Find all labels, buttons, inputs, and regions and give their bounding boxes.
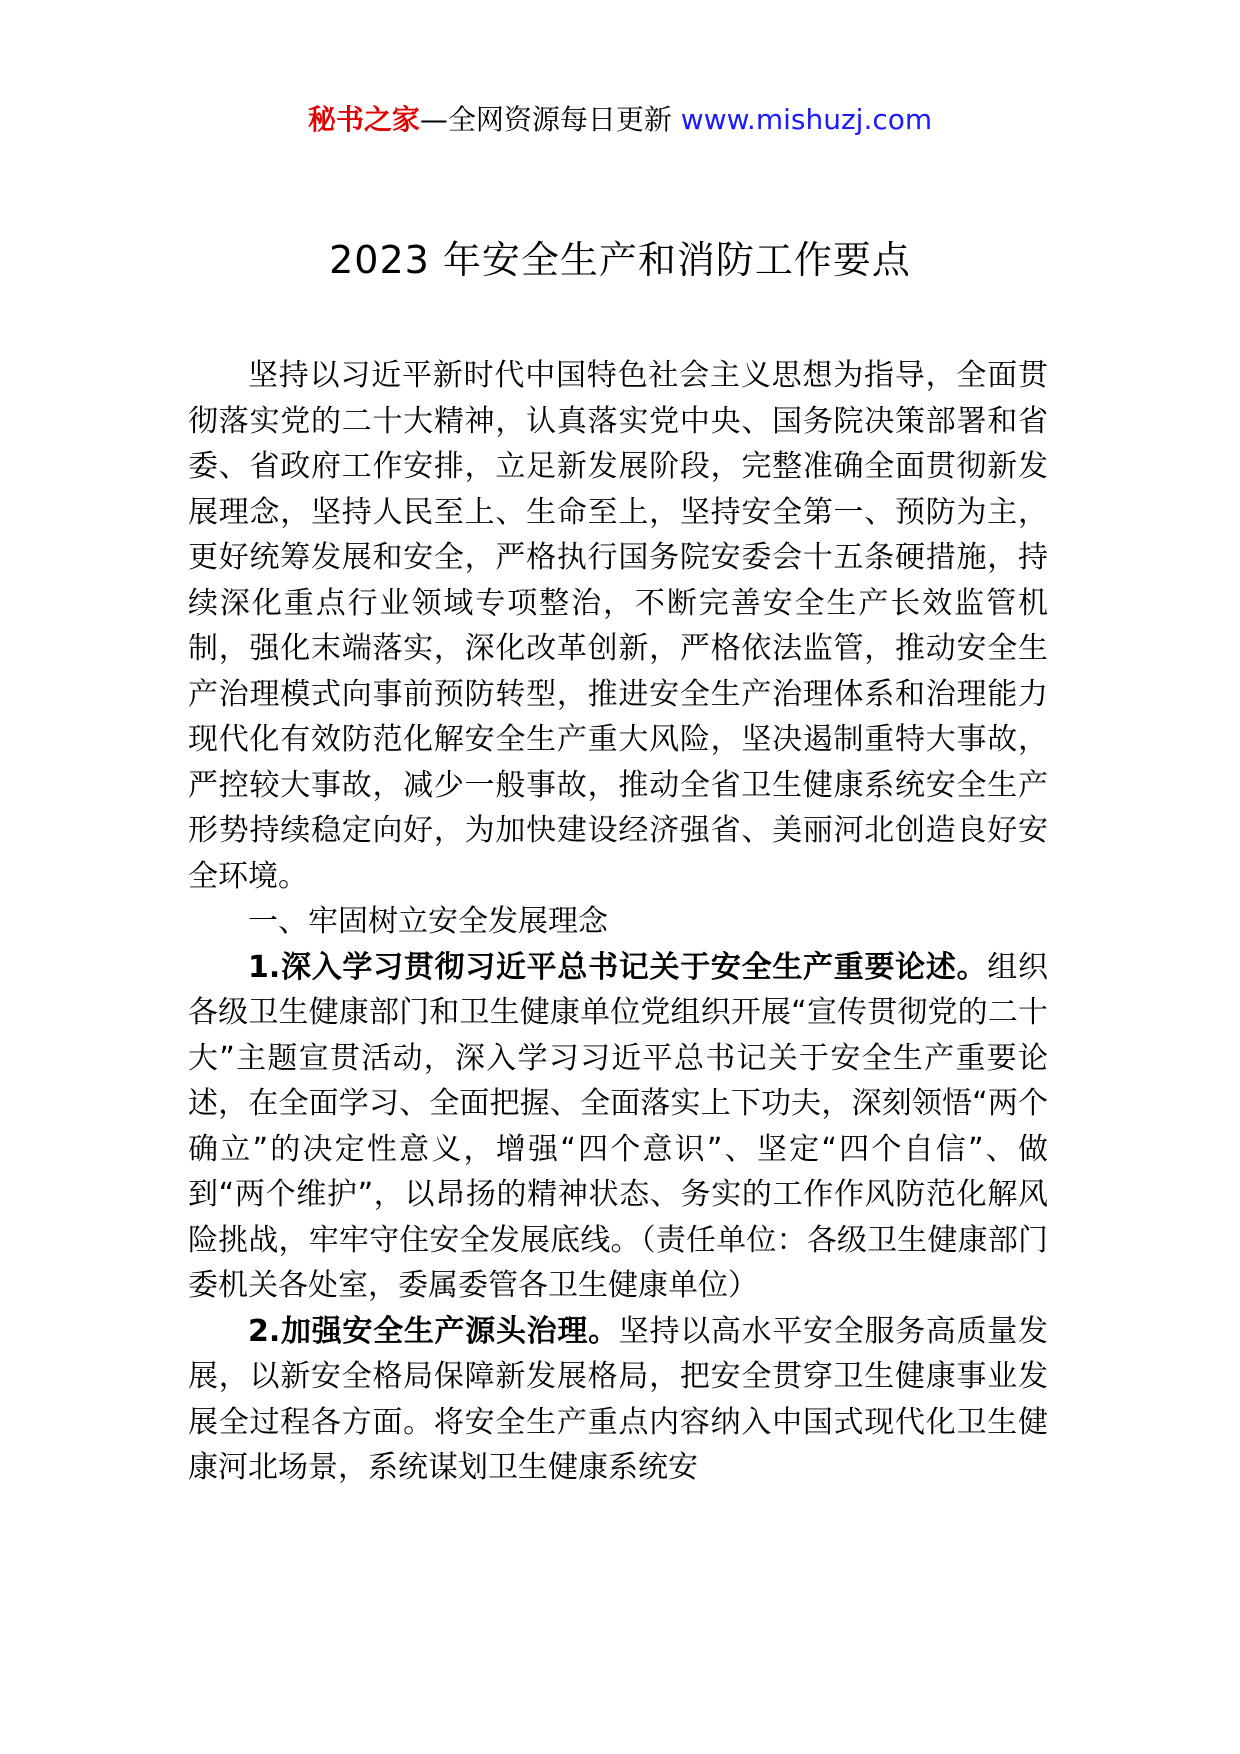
site-tagline: —全网资源每日更新: [419, 103, 672, 136]
item-paragraph: [188, 1309, 1048, 1491]
section-heading: 一、牢固树立安全发展理念: [248, 904, 608, 939]
intro-paragraph: 坚持以习近平新时代中国特色社会主义思想为指导，全面贯彻落实党的二十大精神，认真落实党中央、国务院决策部署和省委、省政府工作安排，立足新发展阶段，完整准确全面贯彻新发展理念，坚持人民至上、生命至上，坚持安全第一、预防为主，更好统筹发展和安全，严格执行国务院安委会十五条硬措施，持续深化重点行业领域专项整治，不断完善安全生产长效监管机制，强化末端落实，深化改革创新，严格依法监管，推动安全生产治理模式向事前预防转型，推进安全生产治理体系和治理能力现代化有效防范化解安全生产重大风险，坚决遏制重特大事故，严控较大事故，减少一般事故，推动全省卫生健康系统安全生产形势持续稳定向好，为加快建设经济强省、美丽河北创造良好安全环境。: [188, 358, 1048, 894]
site-header: [0, 100, 1240, 140]
document-title: 2023 年安全生产和消防工作要点: [329, 238, 911, 282]
site-url-link[interactable]: www.mishuzj.com: [680, 103, 933, 136]
item-paragraph: [188, 945, 1048, 1309]
document-body: [188, 353, 1048, 1491]
site-brand: 秘书之家: [307, 103, 420, 136]
item-title: 1.深入学习贯彻习近平总书记关于安全生产重要论述。: [248, 949, 988, 985]
item-body: 坚持以高水平安全服务高质量发展，以新安全格局保障新发展格局，把安全贯穿卫生健康事业发展全过程各方面。将安全生产重点内容纳入中国式现代化卫生健康河北场景，系统谋划卫生健康系统安: [188, 1313, 1048, 1485]
item-body: 组织各级卫生健康部门和卫生健康单位党组织开展“宣传贯彻党的二十大”主题宣贯活动，深入学习习近平总书记关于安全生产重要论述，在全面学习、全面把握、全面落实上下功夫，深刻领悟“两个确立”的决定性意义，增强“四个意识”、坚定“四个自信”、做到“两个维护”，以昂扬的精神状态、务实的工作作风防范化解风险挑战，牢牢守住安全发展底线。（责任单位：各级卫生健康部门委机关各处室，委属委管各卫生健康单位）: [188, 949, 1048, 1303]
item-title: 2.加强安全生产源头治理。: [248, 1313, 619, 1349]
